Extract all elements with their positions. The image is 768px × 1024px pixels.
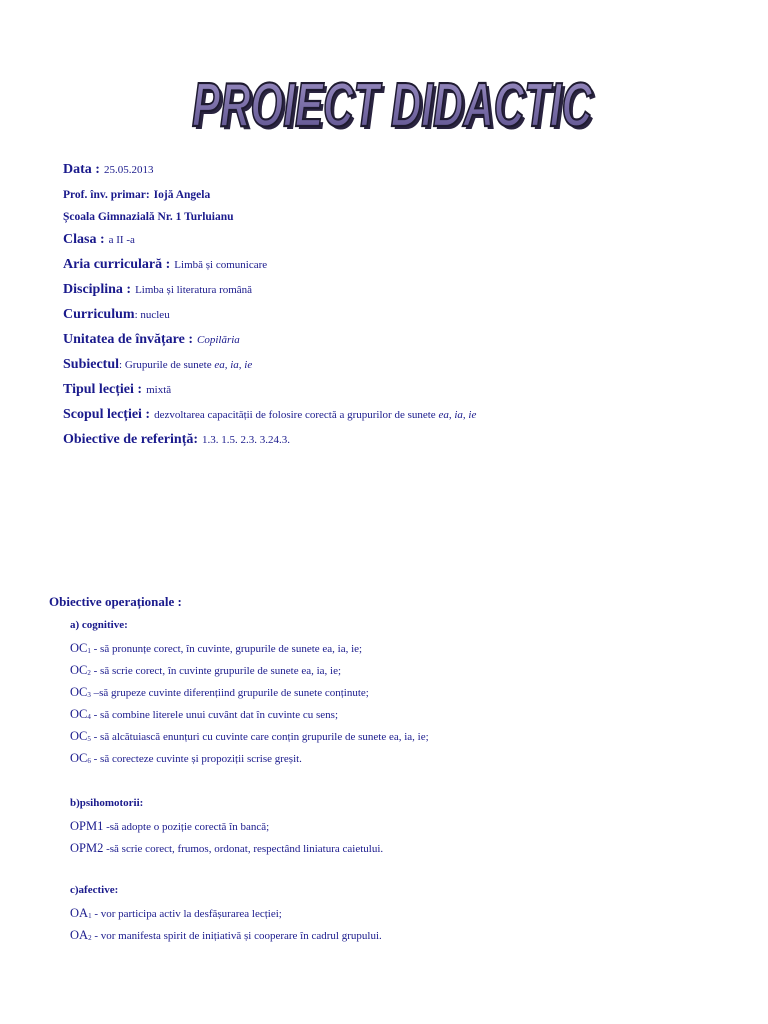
objective-text: -să scrie corect, frumos, ordonat, respectând liniatura caietului. <box>103 843 384 855</box>
obiective-ref-row <box>63 430 753 455</box>
objective-code: OPM1 <box>70 819 104 833</box>
objective-text: - să corecteze cuvinte și propoziții scrise greșit. <box>90 753 302 765</box>
objective-text: - să combine literele unui cuvânt dat în cuvinte cu sens; <box>90 709 338 721</box>
objective-oc4 <box>70 707 760 729</box>
objective-code: OC <box>70 663 88 677</box>
clasa-value: a II -a <box>108 234 135 246</box>
objective-text: –să grupeze cuvinte diferențiind grupurile de sunete conținute; <box>90 687 369 699</box>
scopul-label: Scopul lecției : <box>63 407 151 422</box>
tipul-label: Tipul lecției : <box>63 382 143 397</box>
psychomotor-section <box>70 797 760 863</box>
objective-code: OC <box>70 707 88 721</box>
prof-name: Iojă Angela <box>153 189 211 201</box>
objective-index: 2 <box>87 669 91 677</box>
school-name: Școala Gimnazială Nr. 1 Turluianu <box>63 211 234 223</box>
objective-oc5 <box>70 729 760 751</box>
objective-text: -să adopte o poziție corectă în bancă; <box>103 821 270 833</box>
disciplina-label: Disciplina : <box>63 282 132 297</box>
subiectul-value: : Grupurile de sunete <box>119 359 215 371</box>
obiective-ref-label: Obiective de referință: <box>63 432 199 447</box>
objective-text: - să scrie corect, în cuvinte grupurile de sunete ea, ia, ie; <box>90 665 342 677</box>
affective-section <box>70 884 760 950</box>
subiectul-label: Subiectul <box>63 357 120 372</box>
objective-text: - să alcătuiască enunțuri cu cuvinte care conțin grupurile de sunete ea, ia, ie; <box>90 731 429 743</box>
document-title <box>180 58 600 138</box>
objective-text: - vor manifesta spirit de inițiativă și cooperare în cadrul grupului. <box>91 930 382 942</box>
objective-code: OA <box>70 906 89 920</box>
clasa-label: Clasa : <box>63 232 105 247</box>
disciplina-value: Limba și literatura română <box>135 284 253 296</box>
scopul-value-italic: ea, ia, ie <box>438 409 477 421</box>
lesson-meta <box>63 160 753 455</box>
objective-oc6 <box>70 751 760 773</box>
unitatea-label: Unitatea de învățare : <box>63 332 193 347</box>
objective-code: OC <box>70 751 88 765</box>
objective-oc2 <box>70 663 760 685</box>
date-value: 25.05.2013 <box>103 164 154 176</box>
title-shadow: PROIECT DIDACTIC <box>195 74 596 138</box>
aria-row <box>63 255 753 280</box>
cognitive-heading: a) cognitive: <box>70 619 128 631</box>
objective-text: - vor participa activ la desfășurarea lecției; <box>91 908 282 920</box>
date-label: Data : <box>63 162 100 177</box>
subiectul-row <box>63 355 753 380</box>
subiectul-value-italic: ea, ia, ie <box>214 359 253 371</box>
objective-oc1 <box>70 641 760 663</box>
psychomotor-heading: b)psihomotorii: <box>70 797 144 809</box>
school-row <box>63 207 753 231</box>
obiective-ref-value: 1.3. 1.5. 2.3. 3.24.3. <box>202 434 291 446</box>
objective-oa2 <box>70 928 760 950</box>
tipul-row <box>63 380 753 405</box>
unitatea-value: Copilăria <box>197 334 240 346</box>
title-wordart <box>180 58 600 138</box>
objective-index: 2 <box>88 934 92 942</box>
curriculum-row <box>63 305 753 330</box>
disciplina-row <box>63 280 753 305</box>
operational-objectives-title: Obiective operaționale : <box>49 594 182 609</box>
cognitive-section <box>70 619 760 773</box>
objective-code: OA <box>70 928 89 942</box>
scopul-row <box>63 405 753 430</box>
objective-code: OC <box>70 641 88 655</box>
prof-label: Prof. înv. primar: <box>63 189 150 201</box>
objective-code: OC <box>70 685 88 699</box>
objective-index: 3 <box>87 691 91 699</box>
objective-opm2 <box>70 841 760 863</box>
scopul-value: dezvoltarea capacității de folosire corectă a grupurilor de sunete <box>154 409 439 421</box>
objective-code: OC <box>70 729 88 743</box>
date-row <box>63 160 753 184</box>
tipul-value: mixtă <box>146 384 172 396</box>
title-text: PROIECT DIDACTIC <box>192 71 593 138</box>
objective-index: 1 <box>88 912 92 920</box>
objective-index: 1 <box>87 647 91 655</box>
curriculum-label: Curriculum <box>63 307 135 322</box>
objective-index: 5 <box>87 735 91 743</box>
objective-opm1 <box>70 819 760 841</box>
aria-value: Limbă și comunicare <box>174 259 268 271</box>
affective-heading: c)afective: <box>70 884 119 896</box>
aria-label: Aria curriculară : <box>63 257 171 272</box>
objective-code: OPM2 <box>70 841 104 855</box>
curriculum-value: : nucleu <box>134 309 170 321</box>
objective-index: 4 <box>87 713 91 721</box>
objective-oc3 <box>70 685 760 707</box>
clasa-row <box>63 230 753 255</box>
objective-index: 6 <box>87 757 91 765</box>
prof-row <box>63 185 753 207</box>
objective-text: - să pronunțe corect, în cuvinte, grupurile de sunete ea, ia, ie; <box>90 643 363 655</box>
objective-oa1 <box>70 906 760 928</box>
unitatea-row <box>63 330 753 355</box>
